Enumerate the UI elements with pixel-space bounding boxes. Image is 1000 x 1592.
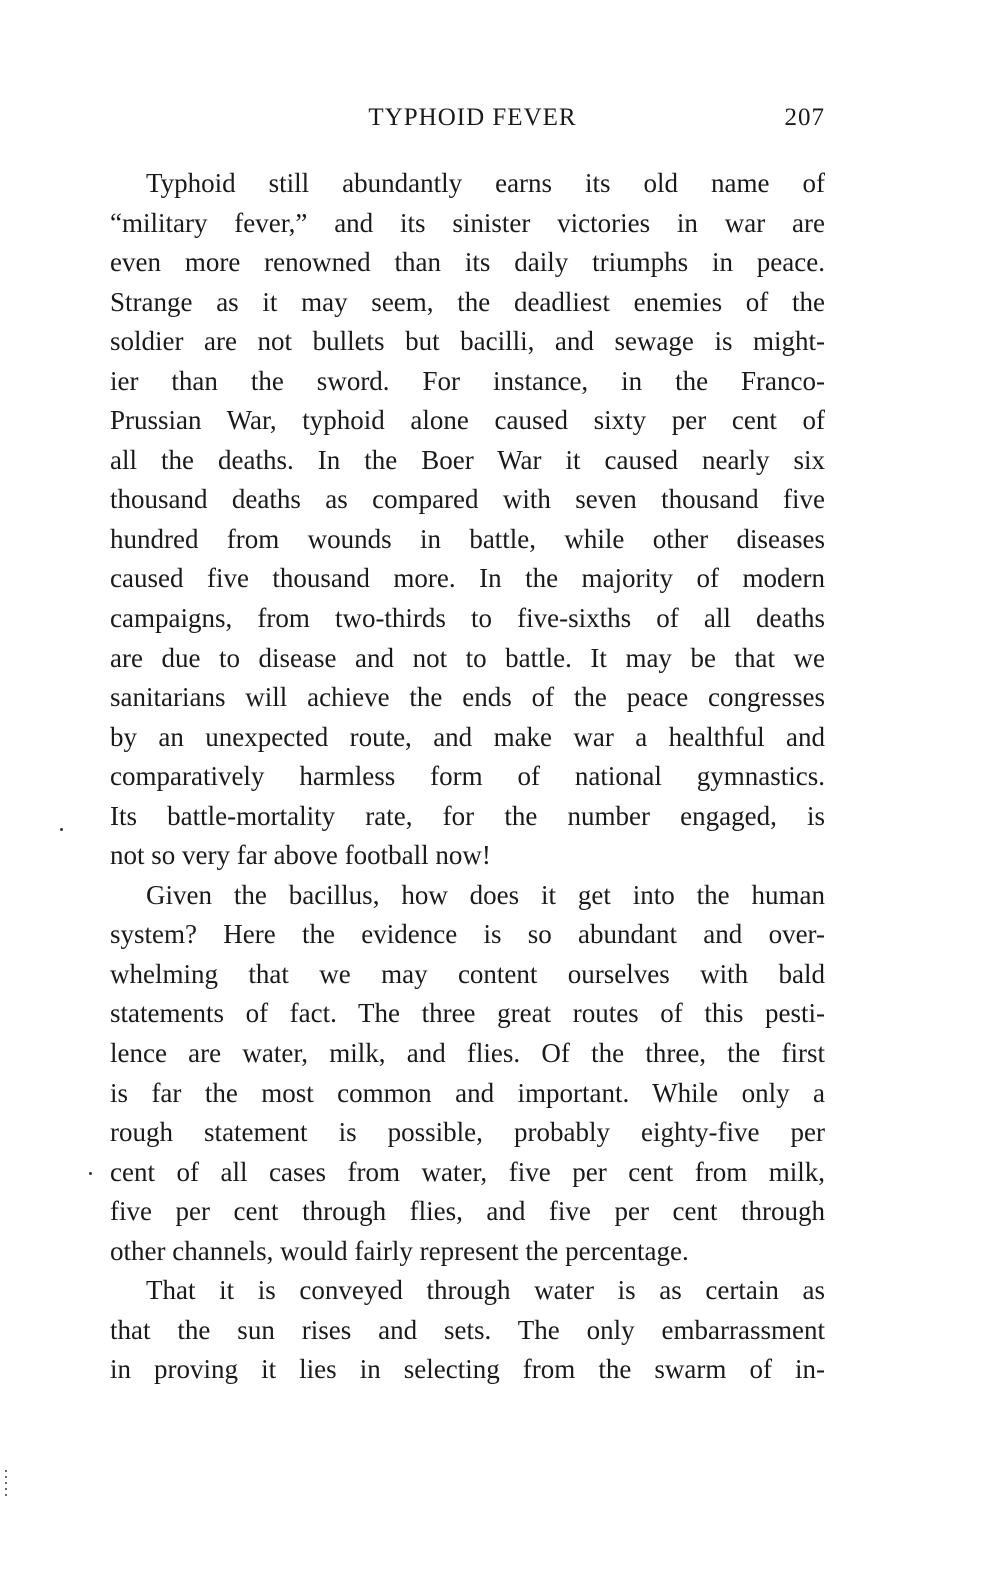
text-line: in proving it lies in selecting from the swarm of in- [110,1354,825,1385]
text-line: system? Here the evidence is so abundant and over- [110,919,825,950]
margin-ticks [5,1470,7,1500]
text-line: by an unexpected route, and make war a healthful and [110,721,825,752]
text-line: Strange as it may seem, the deadliest enemies of the [110,286,825,317]
text-line: ier than the sword. For instance, in the Franco- [110,365,825,396]
text-line: Prussian War, typhoid alone caused sixty per cent of [110,405,825,436]
text-line: other channels, would fairly represent the percentage. [110,1235,689,1266]
paragraph [110,164,825,876]
text-line: statements of fact. The three great routes of this pesti- [110,998,825,1029]
text-line: sanitarians will achieve the ends of the peace congresses [110,682,825,713]
text-line: not so very far above football now! [110,840,491,871]
text-line: five per cent through flies, and five per cent through [110,1196,825,1227]
text-line: Typhoid still abundantly earns its old name of [146,168,825,198]
page-body [110,164,825,1390]
text-line: even more renowned than its daily triumphs in peace. [110,247,825,278]
scan-speck [89,1172,92,1175]
text-line: That it is conveyed through water is as certain as [146,1275,825,1306]
text-line: thousand deaths as compared with seven thousand five [110,484,825,515]
scan-speck [60,828,63,831]
paragraph [110,876,825,1271]
text-line: lence are water, milk, and flies. Of the three, the first [110,1038,825,1069]
text-line: are due to disease and not to battle. It may be that we [110,642,825,673]
text-line: “military fever,” and its sinister victories in war are [110,207,825,238]
text-line: campaigns, from two-thirds to five-sixths of all deaths [110,603,825,634]
text-line: is far the most common and important. While only a [110,1077,825,1108]
text-line: all the deaths. In the Boer War it caused nearly six [110,444,825,475]
chapter-title: TYPHOID FEVER [368,104,577,131]
text-line: comparatively harmless form of national gymnastics. [110,761,825,792]
text-line: that the sun rises and sets. The only embarrassment [110,1314,825,1345]
running-header [110,104,825,140]
paragraph [110,1271,825,1390]
text-line: Its battle-mortality rate, for the number engaged, is [110,800,825,831]
text-line: hundred from wounds in battle, while other diseases [110,523,825,554]
text-line: soldier are not bullets but bacilli, and sewage is might- [110,326,825,357]
text-line: rough statement is possible, probably eighty-five per [110,1117,825,1148]
page-number: 207 [784,104,825,131]
text-line: whelming that we may content ourselves with bald [110,958,825,989]
text-line: cent of all cases from water, five per cent from milk, [110,1156,825,1187]
text-line: caused five thousand more. In the majority of modern [110,563,825,594]
text-line: Given the bacillus, how does it get into the human [146,879,825,910]
